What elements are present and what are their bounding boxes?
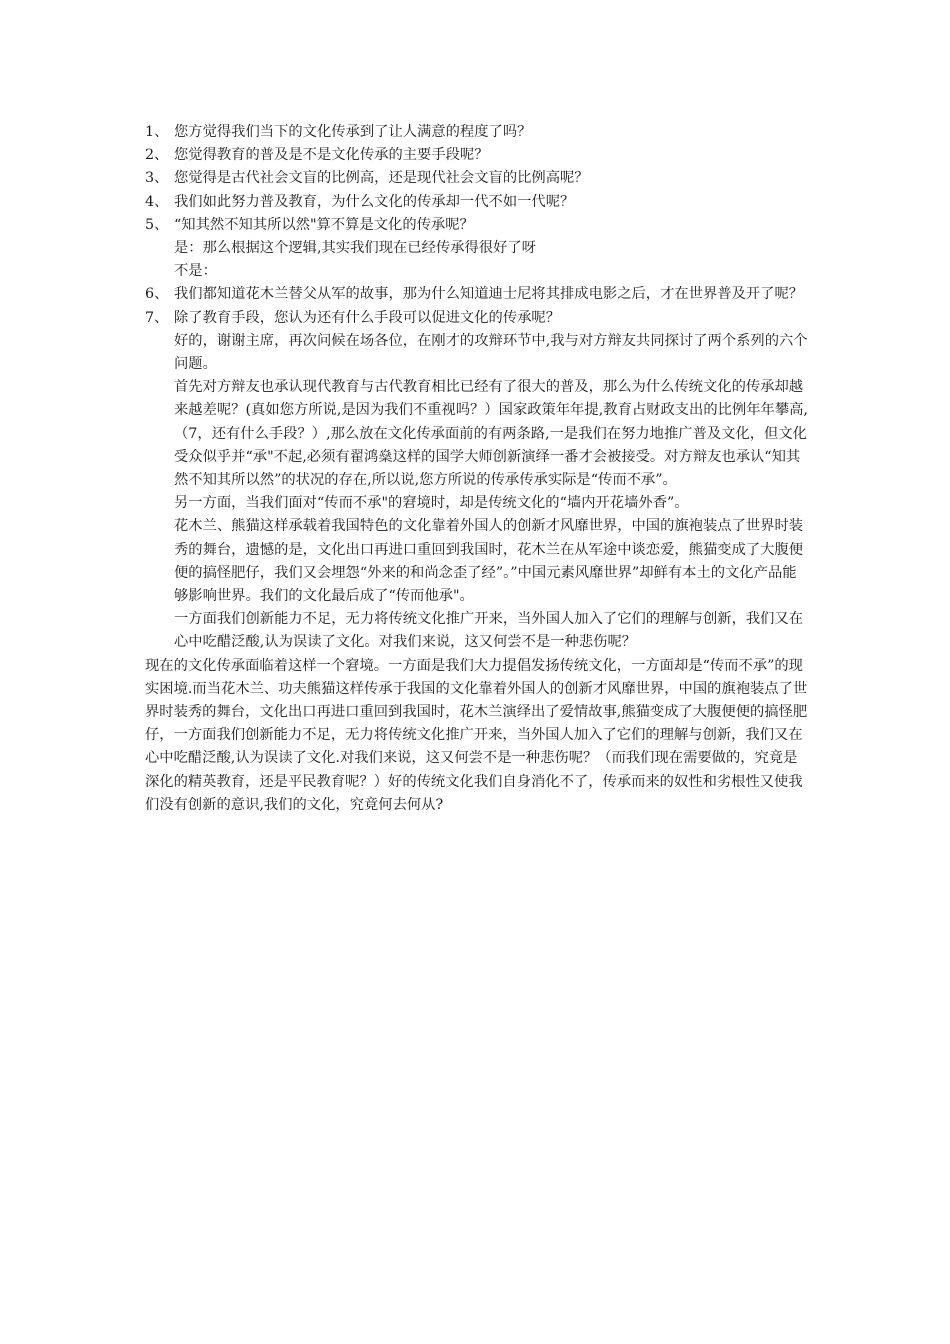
question-text: 您觉得教育的普及是不是文化传承的主要手段呢？: [174, 147, 489, 164]
paragraph-opening: 好的，谢谢主席，再次问候在场各位，在刚才的攻辩环节中,我与对方辩友共同探讨了两个系列的六个问题。: [174, 332, 808, 373]
question-number: 7、: [145, 309, 169, 326]
question-text: 我们都知道花木兰替父从军的故事，那为什么知道迪士尼将其排成电影之后，才在世界普及开了呢？: [174, 286, 804, 303]
question-number: 5、: [145, 216, 169, 233]
question-text: 您觉得是古代社会文盲的比例高，还是现代社会文盲的比例高呢？: [174, 170, 589, 187]
question-item-2: [145, 144, 810, 167]
question-text: “知其然不知其所以然"算不算是文化的传承呢？: [174, 216, 474, 233]
question-number: 2、: [145, 147, 169, 164]
question-number: 4、: [145, 193, 169, 210]
document-body: [145, 121, 810, 817]
paragraph-second-point: 另一方面，当我们面对“传而不承"的窘境时，却是传统文化的“墙内开花墙外香”。: [174, 495, 689, 512]
question-number: 6、: [145, 286, 169, 303]
question-item-7: [145, 307, 810, 330]
paragraph-examples: 花木兰、熊猫这样承载着我国特色的文化靠着外国人的创新才风靡世界，中国的旗袍装点了世界时装秀的舞台，遗憾的是，文化出口再进口重回到我国时，花木兰在从军途中谈恋爱，熊猫变成了大腹便便的搞怪肥仔，我们又会埋怨“外来的和尚念歪了经”。”中国元素风靡世界”却鲜有本土的文化产品能够影响世界。我们的文化最后成了“传而他承"。: [174, 518, 804, 605]
question-item-4: [145, 191, 810, 214]
paragraph-first-point: 首先对方辩友也承认现代教育与古代教育相比已经有了很大的普及，那么为什么传统文化的传承却越来越差呢？(真如您方所说,是因为我们不重视吗？）国家政策年年提,教育占财政支出的比例年年攀高,（7，还有什么手段？）,那么放在文化传承面前的有两条路,一是我们在努力地推广普及文化，但文化受众似乎并“承"不起,必须有翟鸿燊这样的国学大师创新演绎一番才会被接受。对方辩友也承认“知其然不知其所以然”的状况的存在,所以说,您方所说的传承传承实际是“传而不承”。: [174, 379, 808, 489]
question-number: 3、: [145, 170, 169, 187]
question-number: 1、: [145, 124, 169, 140]
answer-no: 不是：: [174, 263, 217, 280]
question-text: 我们如此努力普及教育，为什么文化的传承却一代不如一代呢？: [174, 193, 575, 210]
question-text: 除了教育手段，您认为还有什么手段可以促进文化的传承呢？: [174, 309, 561, 326]
paragraph-conclusion: 一方面我们创新能力不足，无力将传统文化推广开来，当外国人加入了它们的理解与创新，我们又在心中吃醋泛酸,认为误读了文化。对我们来说，这又何尝不是一种悲伤呢？: [174, 611, 804, 651]
question-item-6: [145, 283, 810, 306]
question-item-1: [145, 121, 810, 144]
question-item-5: [145, 214, 810, 237]
question-text: 您方觉得我们当下的文化传承到了让人满意的程度了吗？: [174, 124, 532, 140]
paragraph-summary: 现在的文化传承面临着这样一个窘境。一方面是我们大力提倡发扬传统文化，一方面却是“传而不承”的现实困境.而当花木兰、功夫熊猫这样传承于我国的文化靠着外国人的创新才风靡世界，中国的旗袍装点了世界时装秀的舞台，文化出口再进口重回到我国时，花木兰演绎出了爱情故事,熊猫变成了大腹便便的搞怪肥仔，一方面我们创新能力不足，无力将传统文化推广开来，当外国人加入了它们的理解与创新，我们又在心中吃醋泛酸,认为误读了文化.对我们来说，这又何尝不是一种悲伤呢？（而我们现在需要做的，究竟是深化的精英教育，还是平民教育呢？）好的传统文化我们自身消化不了，传承而来的奴性和劣根性又使我们没有创新的意识,我们的文化，究竟何去何从?: [145, 657, 808, 813]
answer-yes: 是：那么根据这个逻辑,其实我们现在已经传承得很好了呀: [174, 240, 536, 257]
question-item-3: [145, 167, 810, 190]
